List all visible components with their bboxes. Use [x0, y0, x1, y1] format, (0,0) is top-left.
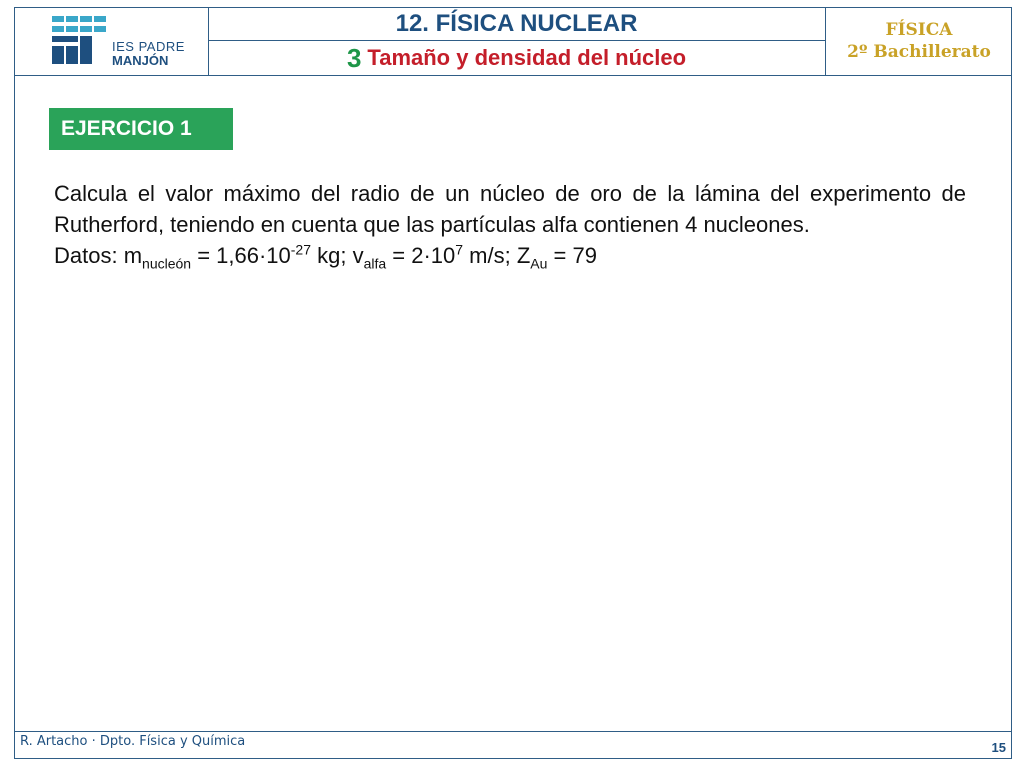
data-v-value: = 2·10: [386, 243, 456, 268]
exercise-body: [54, 178, 966, 271]
subject-label: FÍSICA: [885, 20, 953, 40]
exercise-data: [54, 240, 966, 271]
exercise-statement: Calcula el valor máximo del radio de un núcleo de oro de la lámina del experimento de Rutherford, teniendo en cuenta que las partículas alfa contienen 4 nucleones.: [54, 181, 966, 237]
section-title: [208, 41, 825, 75]
logo-grid-icon: [52, 14, 106, 66]
exercise-badge: EJERCICIO 1: [49, 108, 233, 150]
school-logo: [40, 12, 200, 70]
subject-box: [826, 7, 1012, 75]
data-m-subscript: nucleón: [142, 255, 192, 272]
section-number: 3: [346, 42, 362, 73]
data-v-subscript: alfa: [363, 255, 387, 272]
data-z-subscript: Au: [530, 255, 548, 272]
data-m-exponent: -27: [290, 241, 311, 258]
footer-author: R. Artacho · Dpto. Física y Química: [20, 734, 246, 749]
data-z-value: = 79: [547, 243, 597, 268]
data-m-value: = 1,66·10: [191, 243, 291, 268]
data-v-exponent: 7: [455, 241, 464, 258]
header-divider: [14, 75, 1012, 76]
footer-divider: [14, 731, 1012, 732]
logo-text-line2: MANJÓN: [112, 53, 169, 68]
section-title-text: Tamaño y densidad del núcleo: [367, 45, 687, 70]
data-v-unit: m/s; Z: [463, 243, 531, 268]
unit-title: 12. FÍSICA NUCLEAR: [208, 7, 825, 41]
data-label: Datos: m: [54, 243, 143, 268]
title-box: [208, 7, 825, 75]
logo-text-line1: IES PADRE: [112, 39, 185, 54]
data-m-unit: kg; v: [311, 243, 364, 268]
course-label: 2º Bachillerato: [847, 42, 991, 62]
page-number: 15: [991, 740, 1006, 755]
